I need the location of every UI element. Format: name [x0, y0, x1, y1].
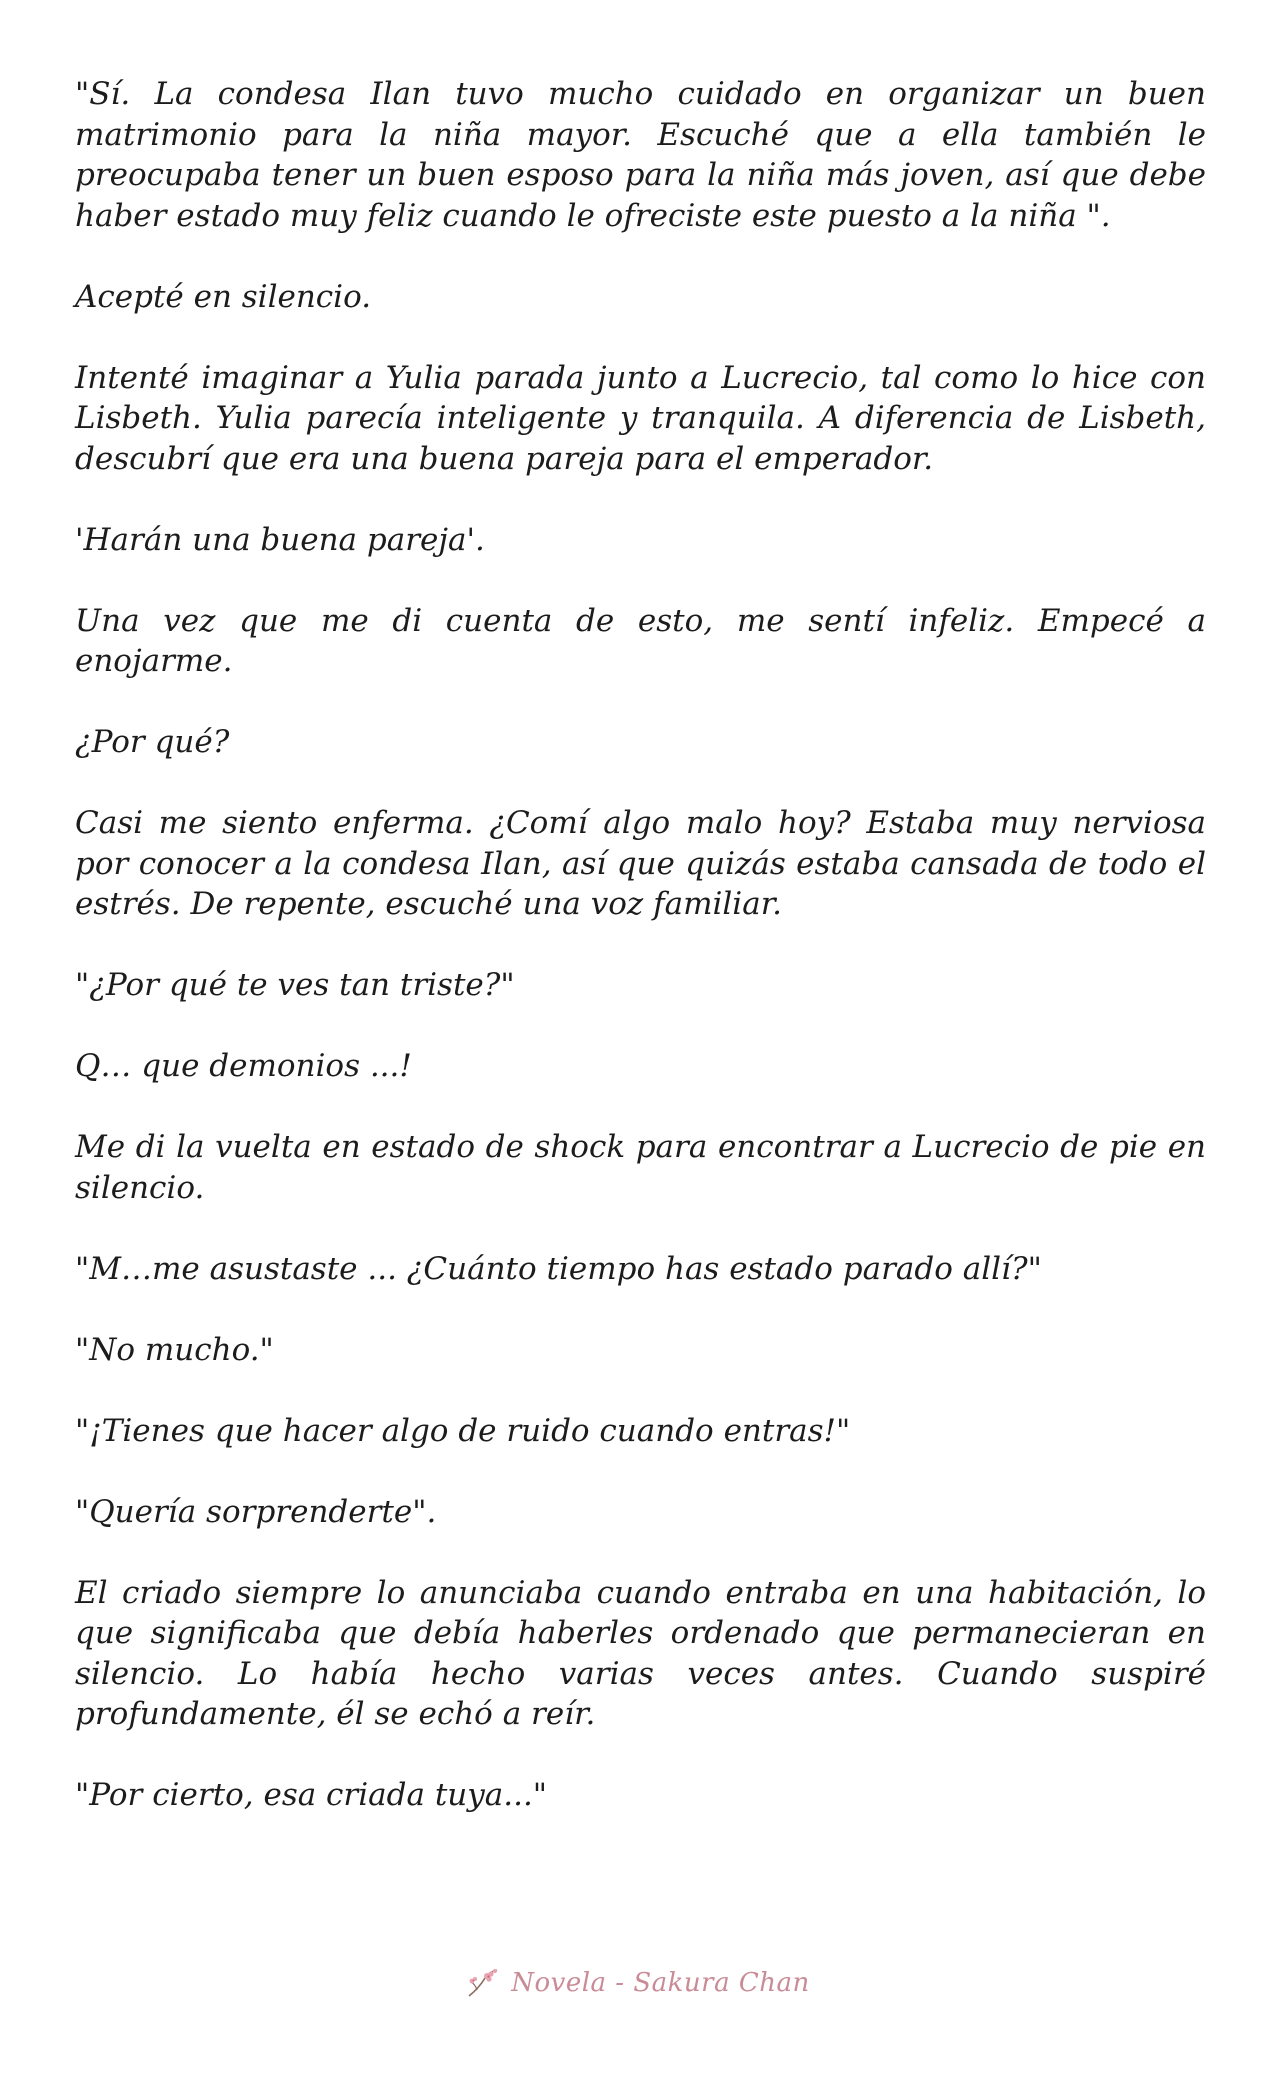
footer-text: Novela - Sakura Chan: [511, 1968, 810, 1998]
paragraph-14: "Quería sorprenderte".: [75, 1493, 437, 1530]
paragraph-6: ¿Por qué?: [75, 724, 230, 760]
paragraph-7: Casi me siento enferma. ¿Comí algo malo hoy? Estaba muy nerviosa por conocer a la condesa Ilan, así que quizás estaba cansada de todo el estrés. De repente, escuché una voz familiar.: [75, 805, 1206, 922]
paragraph-5: Una vez que me di cuenta de esto, me sentí infeliz. Empecé a enojarme.: [75, 602, 1206, 679]
paragraph-9: Q… que demonios ...!: [75, 1048, 412, 1084]
paragraph-8: "¿Por qué te ves tan triste?": [75, 967, 515, 1003]
paragraph-3: Intenté imaginar a Yulia parada junto a Lucrecio, tal como lo hice con Lisbeth. Yulia parecía inteligente y tranquila. A diferencia de Lisbeth, descubrí que era una buena pareja para el emperador.: [75, 359, 1206, 477]
paragraph-16: "Por cierto, esa criada tuya...": [75, 1777, 548, 1813]
paragraph-13: "¡Tienes que hacer algo de ruido cuando entras!": [75, 1412, 851, 1449]
sakura-blossom-icon: [465, 1966, 501, 2000]
paragraph-11: "M…me asustaste ... ¿Cuánto tiempo has estado parado allí?": [75, 1250, 1042, 1287]
footer-credit: [465, 1966, 810, 2000]
paragraph-1: "Sí. La condesa Ilan tuvo mucho cuidado en organizar un buen matrimonio para la niña mayor. Escuché que a ella también le preocupaba tener un buen esposo para la niña más joven, así que debe haber estado muy feliz cuando le ofreciste este puesto a la niña ".: [75, 76, 1206, 234]
paragraph-12: "No mucho.": [75, 1331, 274, 1368]
footer-watermark: [0, 1966, 1275, 2006]
paragraph-2: Acepté en silencio.: [75, 278, 372, 315]
paragraph-10: Me di la vuelta en estado de shock para encontrar a Lucrecio de pie en silencio.: [75, 1129, 1206, 1206]
document-body: [75, 74, 1206, 1856]
paragraph-15: El criado siempre lo anunciaba cuando entraba en una habitación, lo que significaba que debía haberles ordenado que permanecieran en silencio. Lo había hecho varias veces antes. Cuando suspiré profundamente, él se echó a reír.: [75, 1574, 1206, 1732]
paragraph-4: 'Harán una buena pareja'.: [75, 521, 485, 558]
